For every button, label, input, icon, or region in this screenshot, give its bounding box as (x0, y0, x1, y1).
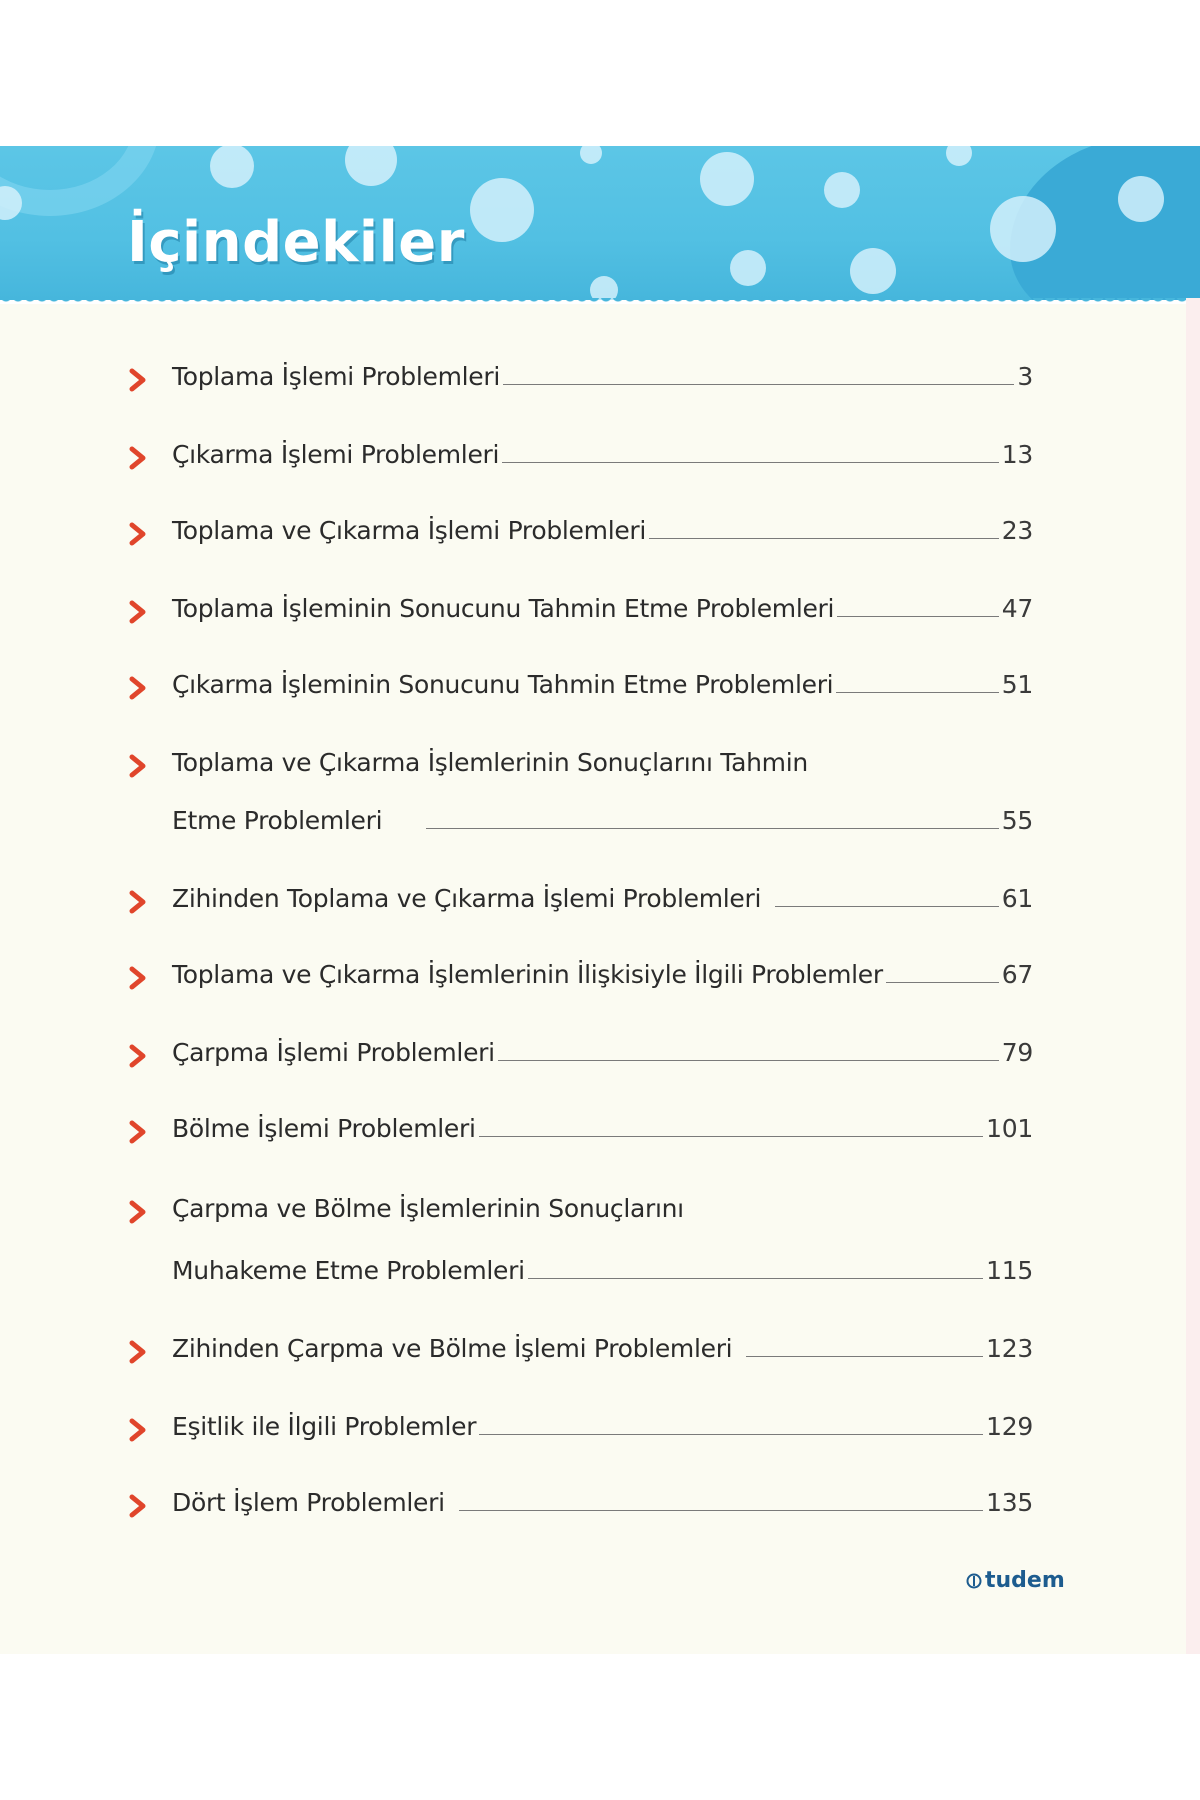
toc-leader (479, 1434, 983, 1435)
chevron-right-icon (128, 600, 148, 624)
toc-item-title: Toplama İşlemi Problemleri (172, 362, 501, 391)
chevron-right-icon (128, 890, 148, 914)
chevron-right-icon (128, 966, 148, 990)
decor-bubble (850, 248, 896, 294)
toc-item-page: 79 (1001, 1038, 1033, 1067)
decor-bubble (345, 146, 397, 186)
toc-item-page: 61 (1001, 884, 1033, 913)
toc-leader (479, 1136, 984, 1137)
chevron-right-icon (128, 1340, 148, 1364)
toc-item-title: Çarpma ve Bölme İşlemlerinin Sonuçlarını (172, 1194, 684, 1223)
panel-edge (1186, 298, 1200, 1654)
chevron-right-icon (128, 368, 148, 392)
decor-bubble (470, 178, 534, 242)
toc-item-page: 3 (1017, 362, 1033, 391)
decor-bubble (824, 172, 860, 208)
toc-leader (459, 1510, 983, 1511)
toc-item-page: 129 (986, 1412, 1033, 1441)
toc-leader (498, 1060, 999, 1061)
toc-item-title: Çıkarma İşlemi Problemleri (172, 440, 500, 469)
toc-item-title-cont: Etme Problemleri (172, 806, 383, 835)
toc-item-page: 67 (1001, 960, 1033, 989)
toc-leader (528, 1278, 983, 1279)
toc-item-title: Zihinden Çarpma ve Bölme İşlemi Problemleri (172, 1334, 733, 1363)
toc-item-title: Bölme İşlemi Problemleri (172, 1114, 476, 1143)
chevron-right-icon (128, 1418, 148, 1442)
toc-item-page: 51 (1001, 670, 1033, 699)
tudem-logo-icon (966, 1573, 982, 1589)
toc-leader (886, 982, 999, 983)
toc-leader (836, 692, 998, 693)
chevron-right-icon (128, 1044, 148, 1068)
toc-item-page: 47 (1001, 594, 1033, 623)
decor-swoosh (0, 146, 160, 216)
toc-item-title: Dört İşlem Problemleri (172, 1488, 445, 1517)
chevron-right-icon (128, 676, 148, 700)
toc-item-page: 23 (1001, 516, 1033, 545)
toc-leader (837, 616, 999, 617)
toc-leader (502, 462, 999, 463)
toc-item-title: Toplama ve Çıkarma İşlemlerinin Sonuçlarını Tahmin (172, 748, 808, 777)
chevron-right-icon (128, 446, 148, 470)
chevron-right-icon (128, 1200, 148, 1224)
decor-bubble (730, 250, 766, 286)
chevron-right-icon (128, 754, 148, 778)
chevron-right-icon (128, 522, 148, 546)
toc-item-page: 123 (986, 1334, 1033, 1363)
toc-item-title: Toplama ve Çıkarma İşlemi Problemleri (172, 516, 647, 545)
toc-item-title: Toplama ve Çıkarma İşlemlerinin İlişkisiyle İlgili Problemler (172, 960, 883, 989)
toc-item-title: Zihinden Toplama ve Çıkarma İşlemi Problemleri (172, 884, 762, 913)
toc-item-page: 135 (986, 1488, 1033, 1517)
chevron-right-icon (128, 1120, 148, 1144)
toc-item-page: 101 (986, 1114, 1033, 1143)
decor-bubble (580, 146, 602, 164)
toc-item-title: Toplama İşleminin Sonucunu Tahmin Etme Problemleri (172, 594, 835, 623)
publisher-logo (966, 1568, 1065, 1593)
toc-item-title-cont: Muhakeme Etme Problemleri (172, 1256, 525, 1285)
decor-bubble (946, 146, 972, 166)
toc-item-title: Çıkarma İşleminin Sonucunu Tahmin Etme Problemleri (172, 670, 834, 699)
publisher-name: tudem (985, 1568, 1065, 1593)
decor-bubble (590, 276, 618, 300)
toc-leader (775, 906, 999, 907)
decor-bubble (210, 146, 254, 188)
decor-bubble (990, 196, 1056, 262)
chevron-right-icon (128, 1494, 148, 1518)
toc-item-title: Eşitlik ile İlgili Problemler (172, 1412, 477, 1441)
toc-item-title: Çarpma İşlemi Problemleri (172, 1038, 495, 1067)
decor-bubble (700, 152, 754, 206)
decor-bubble (1118, 176, 1164, 222)
toc-leader (649, 538, 999, 539)
toc-leader (426, 828, 999, 829)
toc-item-page: 13 (1001, 440, 1033, 469)
toc-leader (746, 1356, 983, 1357)
toc-item-page: 115 (986, 1256, 1033, 1285)
toc-leader (503, 384, 1014, 385)
page-title: İçindekiler (127, 210, 465, 275)
toc-item-page: 55 (1001, 806, 1033, 835)
